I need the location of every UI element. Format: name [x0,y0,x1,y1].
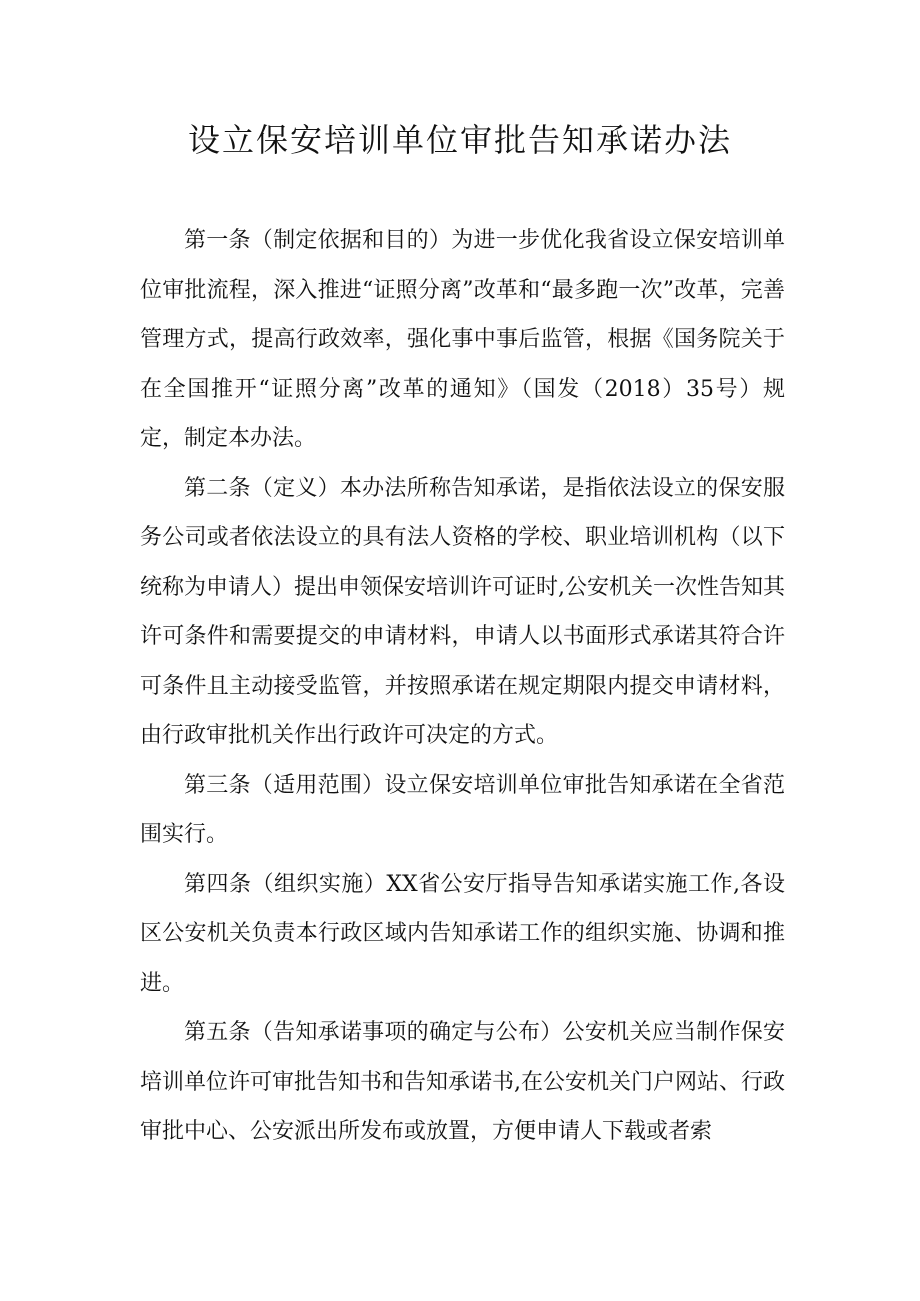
article-4-paragraph: 第四条（组织实施）XX省公安厅指导告知承诺实施工作,各设区公安机关负责本行政区域内告知承诺工作的组织实施、协调和推进。 [140,871,785,996]
article-3-paragraph: 第三条（适用范围）设立保安培训单位审批告知承诺在全省范围实行。 [140,772,785,847]
document-title: 设立保安培训单位审批告知承诺办法 [187,121,732,159]
document-body [140,216,785,1157]
article-2-paragraph: 第二条（定义）本办法所称告知承诺，是指依法设立的保安服务公司或者依法设立的具有法人资格的学校、职业培训机构（以下统称为申请人）提出申领保安培训许可证时,公安机关一次性告知其许可条件和需要提交的申请材料，申请人以书面形式承诺其符合许可条件且主动接受监管，并按照承诺在规定期限内提交申请材料，由行政审批机关作出行政许可决定的方式。 [140,475,785,748]
article-5-paragraph: 第五条（告知承诺事项的确定与公布）公安机关应当制作保安培训单位许可审批告知书和告知承诺书,在公安机关门户网站、行政审批中心、公安派出所发布或放置，方便申请人下载或者索 [140,1020,785,1144]
article-1-paragraph: 第一条（制定依据和目的）为进一步优化我省设立保安培训单位审批流程，深入推进“证照分离”改革和“最多跑一次”改革，完善管理方式，提高行政效率，强化事中事后监管，根据《国务院关于在全国推开“证照分离”改革的通知》（国发（2018）35号）规定，制定本办法。 [140,228,785,451]
